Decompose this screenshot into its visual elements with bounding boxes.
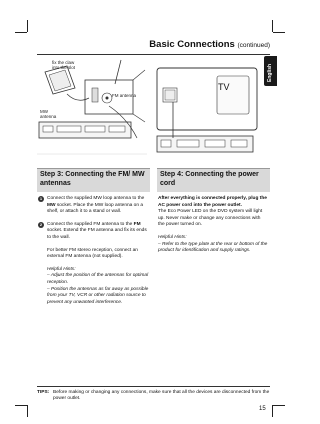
- page-title: [118, 39, 270, 50]
- connection-illustration: [37, 58, 270, 158]
- language-tab-label: English: [267, 63, 273, 82]
- title-divider: [37, 54, 270, 55]
- step3-hint-2: – Position the antennas as far away as possible from your TV, VCR or other radiation source to prevent any unwanted interference.: [47, 286, 149, 305]
- page-title-suffix: (continued): [237, 42, 270, 49]
- step3-hints-title: Helpful Hints:: [47, 266, 76, 272]
- step3-title: Step 3: Connecting the FM/ MW antennas: [40, 171, 145, 187]
- step4-body: [158, 196, 268, 255]
- step3-item1-text-end: socket. Place the MW loop antenna on a shelf, or attach it to a stand or wall.: [47, 202, 143, 215]
- step4-heading-box: [157, 168, 270, 192]
- step3-item2-text-end: socket. Extend the FM antenna and fix its ends to the wall.: [47, 228, 147, 240]
- page-title-text: Basic Connections: [149, 39, 235, 50]
- callout-mw-antenna: MW antenna: [40, 109, 57, 120]
- step3-item-2: [39, 221, 151, 242]
- callout-fix-claw: fix the claw into the slot: [52, 60, 76, 71]
- step3-note: For better FM stereo reception, connect an external FM antenna (not supplied).: [47, 247, 138, 260]
- step3-body: [39, 196, 151, 306]
- tips-text: Before making or changing any connections, make sure that all the devices are disconnected from the power outlet.: [53, 390, 270, 401]
- step3-item1-text: Connect the supplied MW loop antenna to the: [47, 196, 145, 201]
- step4-hint-1: – Refer to the type plate at the rear or bottom of the product for identification and supply ratings.: [158, 241, 268, 254]
- step3-heading-box: [37, 168, 150, 192]
- step4-lead: After everything is connected properly, plug the AC power cord into the power outlet.: [158, 196, 267, 208]
- page-number: 15: [259, 406, 266, 412]
- tips-box: [37, 386, 270, 402]
- step3-item-1: [39, 196, 151, 216]
- step4-text: The Eco Power LED on the DVD system will light up. Never make or change any connections with the power turned on.: [158, 209, 263, 228]
- crop-mark: [27, 20, 28, 32]
- tips-label: TIPS:: [37, 390, 50, 395]
- fm-socket-label: FM: [133, 221, 141, 227]
- crop-mark: [272, 20, 273, 32]
- crop-mark: [15, 405, 27, 406]
- step-number-badge: 2: [39, 221, 43, 227]
- step4-title: Step 4: Connecting the power cord: [160, 171, 259, 187]
- step4-hints-title: Helpful Hints:: [158, 234, 187, 240]
- step3-item2-text: Connect the supplied FM antenna to the: [47, 221, 134, 227]
- crop-mark: [27, 405, 28, 417]
- callout-fm-antenna: FM antenna: [112, 93, 137, 98]
- crop-mark: [273, 405, 285, 406]
- crop-mark: [15, 32, 27, 33]
- mw-socket-label: MW: [47, 202, 56, 208]
- step3-hint-1: – Adjust the position of the antennas for optimal reception.: [47, 273, 149, 285]
- step-number-badge: 1: [39, 196, 43, 201]
- crop-mark: [272, 405, 273, 417]
- tv-label: TV: [218, 82, 230, 92]
- crop-mark: [273, 32, 285, 33]
